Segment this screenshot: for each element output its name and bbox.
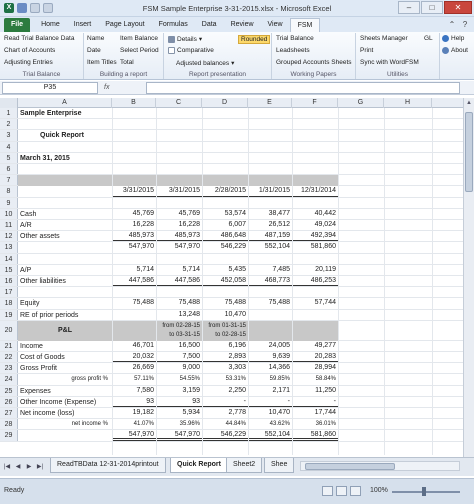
cell-value[interactable]: 49,277 (314, 341, 336, 349)
cell-value[interactable]: 20,283 (292, 352, 338, 362)
table-row (0, 108, 474, 119)
cell-value[interactable]: 547,970 (128, 243, 154, 251)
grid-line (432, 108, 433, 455)
table-row (0, 119, 474, 130)
print-button[interactable]: Print (360, 47, 374, 54)
cell-period-range[interactable]: from 01-31-15 to 02-28-15 (208, 322, 246, 338)
table-row (0, 254, 474, 265)
next-sheet-icon[interactable]: ▶ (26, 464, 32, 470)
row-header[interactable]: 26 (0, 397, 18, 407)
table-row (0, 265, 474, 276)
item-balance-button[interactable]: Item Balance (120, 35, 158, 42)
sheet-tab-sheet2[interactable]: Sheet2 (226, 458, 262, 473)
cell-label[interactable]: A/P (20, 266, 32, 274)
cell-label[interactable]: Income (20, 342, 43, 350)
row-header[interactable]: 2 (0, 119, 18, 129)
sync-wordfsm-button[interactable]: Sync with WordFSM (360, 59, 419, 66)
row-header[interactable]: 8 (0, 186, 18, 196)
cell-value[interactable]: 9,639 (248, 352, 292, 362)
table-row (0, 209, 474, 220)
cell-label[interactable]: Cost of Goods (20, 354, 65, 361)
tab-file[interactable]: File (4, 18, 30, 32)
comparative-label: Comparative (177, 47, 214, 54)
tab-review[interactable]: Review (230, 21, 254, 28)
comparative-check-icon (168, 47, 175, 54)
row-header[interactable]: 14 (0, 254, 18, 264)
cell-value[interactable]: 38,477 (268, 209, 290, 217)
sheet-nav (2, 463, 45, 472)
tab-formulas[interactable]: Formulas (158, 21, 188, 28)
sheet-tab-readtbdata[interactable]: ReadTBData 12-31-2014printout (50, 458, 166, 473)
fx-icon[interactable]: fx (104, 84, 110, 91)
group-report-presentation (164, 33, 272, 79)
adjusting-entries-button[interactable]: Adjusting Entries (4, 59, 53, 66)
maximize-icon[interactable]: □ (421, 1, 443, 14)
cell-value[interactable]: 7,580 (136, 386, 154, 394)
row-header[interactable]: 23 (0, 363, 18, 373)
vertical-scroll-thumb[interactable] (465, 112, 473, 192)
close-icon[interactable]: ✕ (444, 1, 472, 14)
cell-value[interactable]: 13,248 (178, 310, 200, 318)
row-header[interactable]: 28 (0, 419, 18, 429)
item-titles-button[interactable]: Item Titles (87, 59, 117, 66)
table-row (0, 231, 474, 242)
row-header[interactable]: 10 (0, 209, 18, 219)
cell-value[interactable]: 3/31/2015 (112, 186, 156, 196)
table-row (0, 130, 474, 141)
cell-value[interactable]: 2,250 (228, 386, 246, 394)
prev-sheet-icon[interactable]: ◀ (15, 464, 21, 470)
cell-value[interactable]: 5,714 (182, 265, 200, 273)
column-header-b[interactable]: B (112, 98, 156, 108)
cell-value[interactable]: 486,253 (292, 276, 338, 286)
sheet-tab-quick-report[interactable]: Quick Report (170, 458, 228, 473)
table-row (0, 276, 474, 287)
cell-value[interactable]: 546,229 (202, 430, 248, 440)
cell-value[interactable]: 3/31/2015 (156, 186, 202, 196)
cell-value[interactable]: 581,860 (310, 243, 336, 251)
cell-value[interactable]: 53,574 (224, 209, 246, 217)
cell-value[interactable]: 54.55% (179, 376, 200, 383)
cell-value[interactable]: 487,159 (248, 231, 292, 241)
cell-value[interactable]: 2,893 (202, 352, 248, 362)
cell-value[interactable]: 486,648 (202, 231, 248, 241)
group-label-utilities: Utilities (387, 71, 408, 78)
grid-line (202, 108, 203, 455)
cell-value[interactable]: 16,228 (178, 221, 200, 228)
cell-value[interactable]: 7,485 (272, 265, 290, 273)
row-header[interactable]: 4 (0, 142, 18, 152)
table-row (0, 352, 474, 363)
excel-logo-icon: X (4, 3, 14, 13)
name-box[interactable]: P35 (2, 82, 98, 94)
minimize-icon[interactable]: – (398, 1, 420, 14)
table-row (0, 341, 474, 352)
cell-period-range[interactable]: from 02-28-15 to 03-31-15 (162, 322, 200, 338)
cell-value[interactable]: 552,104 (264, 243, 290, 251)
cell-value[interactable]: 59.85% (269, 376, 290, 383)
scroll-up-icon[interactable]: ▲ (466, 100, 472, 106)
cell-value[interactable]: 20,119 (315, 265, 336, 273)
cell-value[interactable]: 2,778 (228, 409, 246, 416)
cell-value[interactable]: 547,970 (156, 430, 202, 440)
cell-value[interactable]: 28,994 (314, 364, 336, 372)
date-button[interactable]: Date (87, 47, 101, 54)
cell-value[interactable]: 11,250 (315, 386, 336, 394)
details-label: Details (177, 35, 197, 43)
grid-line (292, 108, 293, 455)
chevron-down-icon: ▾ (231, 60, 235, 67)
cell-value[interactable]: 75,488 (178, 299, 200, 307)
row-header[interactable]: 19 (0, 310, 18, 320)
cell-value[interactable]: 36.01% (315, 421, 336, 428)
minimize-ribbon-icon[interactable]: ⌃ (448, 20, 456, 29)
group-working-papers (272, 33, 356, 79)
cell-value[interactable]: 14,366 (268, 364, 290, 372)
cell-label[interactable]: Other liabilities (20, 278, 66, 285)
cell-value[interactable]: 57.11% (134, 376, 154, 383)
trial-balance-button[interactable]: Trial Balance (276, 35, 314, 42)
ribbon-right-controls (447, 20, 474, 32)
view-buttons (322, 486, 361, 496)
cell-label[interactable]: Net income (loss) (20, 410, 75, 417)
cell-value[interactable]: 49,024 (314, 221, 336, 228)
zoom-slider[interactable] (392, 491, 460, 493)
row-header[interactable]: 16 (0, 276, 18, 286)
row-header[interactable]: 20 (0, 321, 18, 340)
group-label-trial-balance: Trial Balance (22, 71, 61, 78)
group-help (440, 33, 474, 79)
table-row (0, 186, 474, 197)
row-header[interactable]: 12 (0, 231, 18, 241)
tab-home[interactable]: Home (41, 21, 60, 28)
cell-value[interactable]: 2/28/2015 (202, 186, 248, 196)
group-utilities (356, 33, 440, 79)
cell-label[interactable]: Other assets (20, 233, 60, 241)
cell-value[interactable]: 581,860 (292, 430, 338, 440)
group-building-report (84, 33, 164, 79)
table-row (0, 242, 474, 253)
zoom-level[interactable]: 100% (370, 487, 388, 494)
cell-value[interactable]: 447,586 (156, 276, 202, 286)
cell-value[interactable]: 5,435 (228, 265, 246, 273)
cell-label[interactable]: Gross Profit (20, 365, 57, 373)
cell-value[interactable]: 93 (112, 397, 156, 407)
window-title: FSM Sample Enterprise 3-31-2015.xlsx - Microsoft Excel (142, 4, 332, 13)
row-header[interactable]: 24 (0, 374, 18, 384)
chart-of-accounts-button[interactable]: Chart of Accounts (4, 47, 56, 54)
cell-value[interactable]: 43.62% (269, 421, 290, 428)
leadsheets-button[interactable]: Leadsheets (276, 47, 310, 54)
last-sheet-icon[interactable]: ▶| (36, 464, 44, 470)
help-button[interactable] (442, 35, 464, 42)
cell-value[interactable]: 19,182 (132, 409, 154, 416)
row-header[interactable]: 21 (0, 341, 18, 351)
cell-label[interactable]: net income % (71, 421, 108, 428)
row-header[interactable]: 6 (0, 164, 18, 174)
row-header[interactable]: 17 (0, 287, 18, 297)
cell-value[interactable]: 485,973 (112, 231, 156, 241)
table-row (0, 397, 474, 408)
chevron-down-icon: ▾ (198, 36, 203, 43)
page-layout-view-icon[interactable] (336, 486, 347, 496)
cell-value[interactable]: - (292, 397, 338, 407)
first-sheet-icon[interactable]: |◀ (3, 464, 11, 470)
cell-value[interactable]: 6,007 (228, 221, 246, 228)
column-header-h[interactable]: H (384, 98, 432, 108)
cell-value[interactable]: 26,512 (268, 221, 290, 228)
cell-value[interactable]: 12/31/2014 (292, 186, 338, 196)
column-header-g[interactable]: G (338, 98, 384, 108)
help-icon[interactable]: ? (462, 20, 468, 29)
column-header-e[interactable]: E (248, 98, 292, 108)
group-label-building: Building a report (99, 71, 148, 78)
cell-value[interactable]: 552,104 (248, 430, 292, 440)
cell-value[interactable]: 7,500 (156, 352, 202, 362)
cell-value[interactable]: 492,394 (292, 231, 338, 241)
cell-value[interactable]: 45,769 (132, 209, 154, 217)
row-header[interactable]: 5 (0, 153, 18, 163)
cell-value[interactable]: 24,005 (268, 341, 290, 349)
horizontal-scroll-thumb[interactable] (305, 463, 395, 470)
cell-value[interactable]: 468,773 (248, 276, 292, 286)
cell-value[interactable]: - (248, 397, 292, 407)
tab-data[interactable]: Data (201, 21, 217, 28)
group-label-presentation: Report presentation (188, 71, 247, 78)
sheet-tab-sheet-partial[interactable]: Shee (264, 458, 294, 473)
cell-label[interactable]: March 31, 2015 (20, 154, 70, 162)
page-break-view-icon[interactable] (350, 486, 361, 496)
cell-value[interactable]: 41.07% (133, 421, 154, 428)
cell-value[interactable]: 5,714 (136, 265, 154, 273)
grid-line (112, 108, 113, 455)
read-trial-balance-button[interactable]: Read Trial Balance Data (4, 35, 75, 42)
horizontal-scrollbar[interactable] (300, 461, 460, 471)
cell-value[interactable]: 3,303 (228, 364, 246, 372)
cell-value[interactable] (112, 310, 156, 320)
table-row (0, 175, 474, 186)
grid-line (248, 108, 249, 455)
cell-label[interactable]: RE of prior periods (20, 311, 79, 319)
table-row (0, 164, 474, 175)
cell-value[interactable]: 75,488 (224, 299, 246, 307)
select-period-button[interactable]: Select Period (120, 47, 159, 54)
tab-fsm[interactable]: FSM (290, 18, 321, 32)
help-circle-icon (442, 35, 449, 42)
cell-value[interactable]: 3,159 (182, 386, 200, 394)
cell-value[interactable]: - (202, 397, 248, 407)
adjusted-balances-label: Adjusted balances (176, 59, 230, 67)
cell-value[interactable]: 16,228 (132, 221, 154, 228)
group-label-working-papers: Working Papers (290, 71, 337, 78)
cell-label[interactable]: A/R (20, 222, 32, 229)
rounded-toggle[interactable]: Rounded (238, 35, 270, 44)
column-header-f[interactable]: F (292, 98, 338, 108)
cell-value[interactable]: 485,973 (156, 231, 202, 241)
row-header[interactable]: 25 (0, 386, 18, 396)
row-header[interactable]: 11 (0, 220, 18, 230)
cell-label[interactable]: Cash (20, 210, 37, 218)
cell-value[interactable]: 6,196 (228, 341, 246, 349)
cell-value[interactable]: 44.84% (225, 421, 246, 428)
cell-value[interactable]: 17,744 (314, 409, 336, 416)
row-header[interactable]: 15 (0, 265, 18, 275)
cell-value[interactable]: 2,171 (272, 386, 290, 394)
select-all-corner[interactable] (0, 98, 18, 108)
formula-bar (0, 81, 474, 95)
cell-value[interactable]: 1/31/2015 (248, 186, 292, 196)
cell-label[interactable]: Sample Enterprise (20, 110, 82, 117)
grid-line (156, 108, 157, 455)
about-button[interactable] (442, 47, 468, 54)
status-ready: Ready (4, 487, 25, 494)
ribbon (0, 32, 474, 80)
table-row (0, 430, 474, 441)
cell-value[interactable]: 16,500 (178, 341, 200, 349)
cell-value[interactable]: 93 (156, 397, 202, 407)
cell-value[interactable]: 9,000 (182, 364, 200, 372)
cell-value[interactable]: 45,769 (178, 209, 200, 217)
cell-value[interactable]: 5,934 (182, 409, 200, 416)
cell-value[interactable]: 58.84% (315, 376, 336, 383)
cell-value[interactable]: 53.31% (225, 376, 246, 383)
total-button[interactable]: Total (120, 59, 134, 66)
cell-label[interactable]: gross profit % (71, 376, 108, 383)
cell-value[interactable] (248, 310, 292, 320)
table-row (0, 374, 474, 385)
column-header-d[interactable]: D (202, 98, 248, 108)
normal-view-icon[interactable] (322, 486, 333, 496)
table-row (0, 198, 474, 209)
gl-button[interactable]: GL (424, 35, 433, 42)
cell-value[interactable]: 46,701 (132, 341, 154, 349)
cell-value[interactable]: 20,032 (112, 352, 156, 362)
cell-value[interactable]: 75,488 (268, 299, 290, 307)
info-icon (442, 47, 449, 54)
cell-label[interactable]: Equity (20, 300, 40, 308)
cell-value[interactable]: 452,058 (202, 276, 248, 286)
table-row (0, 363, 474, 374)
cell-label[interactable]: Other Income (Expense) (20, 398, 97, 406)
table-row (0, 220, 474, 231)
grid-line (384, 108, 385, 455)
table-row (0, 287, 474, 298)
group-trial-balance (0, 33, 84, 79)
cell-value[interactable]: 547,970 (174, 243, 200, 251)
table-row (0, 153, 474, 164)
table-row (0, 310, 474, 321)
details-dropdown[interactable] (168, 35, 202, 43)
row-header[interactable]: 1 (0, 108, 18, 118)
table-row (0, 386, 474, 397)
cell-label[interactable]: P&L (58, 326, 72, 334)
ribbon-tabs (0, 17, 474, 32)
table-row (0, 298, 474, 309)
comparative-checkbox[interactable] (168, 47, 214, 54)
worksheet-grid[interactable] (0, 98, 474, 455)
column-header-a[interactable]: A (18, 98, 112, 108)
cell-value[interactable]: 75,488 (132, 299, 154, 307)
sheets-manager-button[interactable]: Sheets Manager (360, 35, 408, 42)
grouped-accounts-button[interactable]: Grouped Accounts Sheets (276, 59, 352, 66)
row-header[interactable]: 7 (0, 175, 18, 185)
cell-value[interactable]: 10,470 (224, 310, 246, 318)
column-header-c[interactable]: C (156, 98, 202, 108)
tab-insert[interactable]: Insert (73, 21, 92, 28)
cell-value[interactable]: 447,586 (112, 276, 156, 286)
details-icon (168, 36, 175, 43)
zoom-slider-knob[interactable] (422, 487, 426, 496)
cell-value[interactable]: 547,970 (112, 430, 156, 440)
tab-page-layout[interactable]: Page Layout (105, 21, 145, 28)
row-header[interactable]: 13 (0, 242, 18, 252)
table-row (0, 419, 474, 430)
tab-view[interactable]: View (267, 21, 283, 28)
row-header[interactable]: 27 (0, 408, 18, 418)
cell-label[interactable]: Expenses (20, 387, 51, 395)
cell-value[interactable]: 35.96% (179, 421, 200, 428)
about-label: About (451, 47, 468, 54)
window-controls (398, 1, 472, 14)
cell-value[interactable]: 546,229 (220, 243, 246, 251)
cell-value[interactable]: 40,442 (314, 209, 336, 217)
sheet-tab-bar (0, 457, 474, 476)
column-headers (0, 98, 474, 108)
row-header[interactable]: 3 (0, 130, 18, 140)
cell-value[interactable]: 10,470 (268, 409, 290, 416)
adjusted-balances-dropdown[interactable] (176, 59, 234, 67)
cell-value[interactable]: 57,744 (314, 299, 336, 307)
shaded-band (18, 175, 338, 186)
row-header[interactable]: 18 (0, 298, 18, 308)
row-header[interactable]: 29 (0, 430, 18, 440)
help-label: Help (451, 35, 465, 42)
table-row (0, 321, 474, 341)
row-header[interactable]: 9 (0, 198, 18, 208)
vertical-scrollbar[interactable] (463, 98, 474, 466)
grid-line (338, 108, 339, 455)
cell-value[interactable]: 26,669 (132, 364, 154, 372)
cell-label[interactable]: Quick Report (40, 132, 84, 140)
table-row (0, 142, 474, 153)
title-bar (0, 0, 474, 17)
status-bar (0, 478, 474, 504)
name-button[interactable]: Name (87, 35, 105, 42)
table-row (0, 408, 474, 419)
row-header[interactable]: 22 (0, 352, 18, 362)
cell-value[interactable] (292, 310, 338, 320)
formula-input[interactable] (146, 82, 460, 94)
